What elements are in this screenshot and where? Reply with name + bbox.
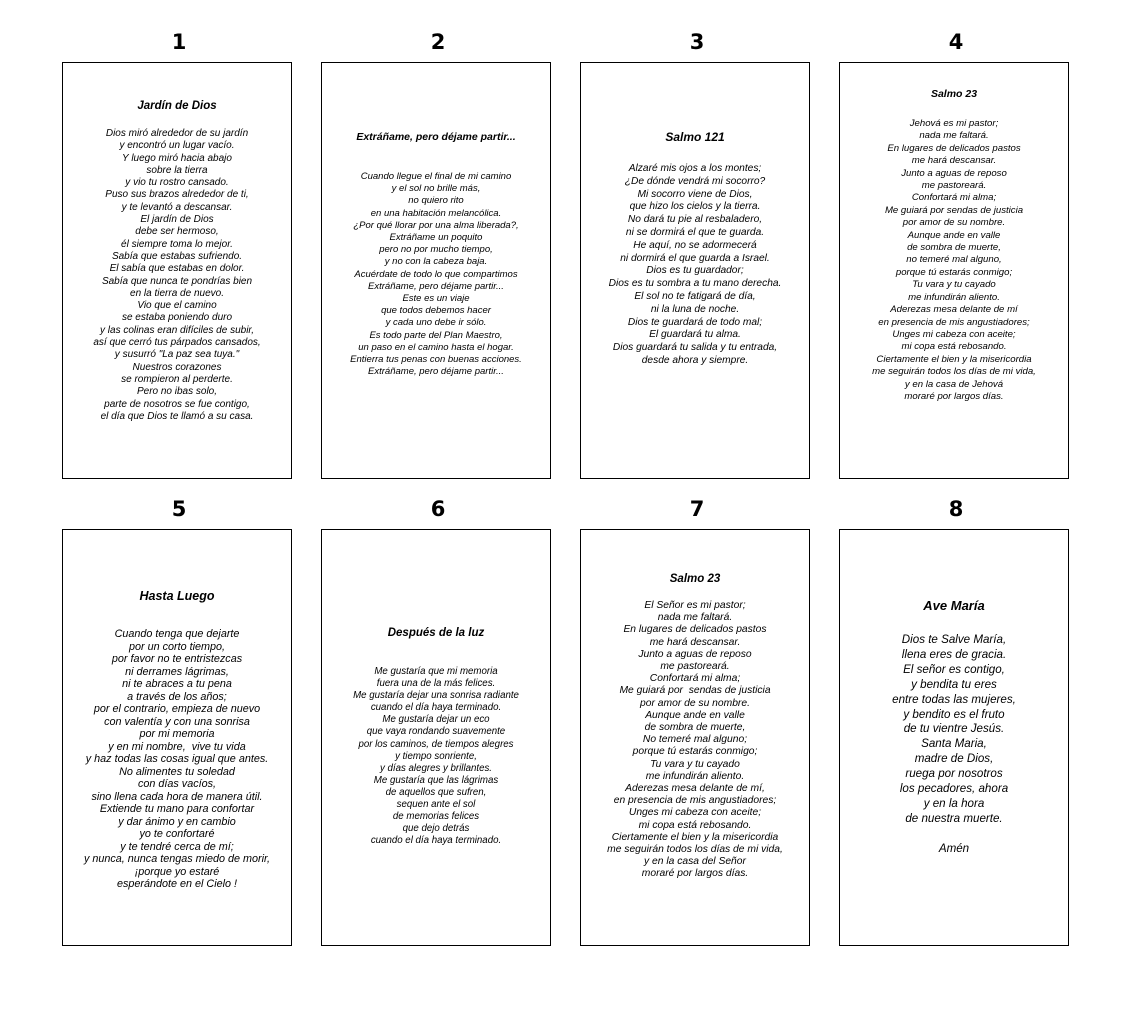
poem-line: me hará descansar. xyxy=(911,155,997,167)
poem-line: y te levantó a descansar. xyxy=(121,201,233,213)
poem-line: moraré por largos días. xyxy=(904,390,1004,402)
poem-line: y el sol no brille más, xyxy=(391,183,481,195)
card-title: Hasta Luego xyxy=(139,589,215,603)
poem-line: ruega por nosotros xyxy=(905,767,1003,781)
card-title: Salmo 23 xyxy=(930,88,978,100)
card-title: Ave María xyxy=(923,598,985,613)
poem-line: Aunque ande en valle xyxy=(907,229,1001,241)
card-number: 8 xyxy=(948,497,964,521)
poem-line: y te tendré cerca de mí; xyxy=(120,840,234,853)
poem-line: No alimentes tu soledad xyxy=(119,765,235,778)
poem-line: llena eres de gracia. xyxy=(901,647,1007,661)
poem-line: de sombra de muerte, xyxy=(907,242,1001,254)
poem-line: y en la casa de Jehová xyxy=(904,378,1004,390)
poem-line: y nunca, nunca tengas miedo de morir, xyxy=(83,853,271,865)
card-title: Salmo 121 xyxy=(665,130,725,144)
poem-line: por mi memoria xyxy=(139,728,215,740)
poem-line: y dar ánimo y en cambio xyxy=(118,815,236,828)
poem-line: de aquellos que sufren, xyxy=(385,786,487,798)
poem-line: en presencia de mis angustiadores; xyxy=(613,795,777,807)
poem-line: Me gustaría dejar una sonrisa radiante xyxy=(353,690,519,702)
poem-line: y en la hora xyxy=(923,796,985,810)
poem-line: de nuestra muerte. xyxy=(905,811,1003,825)
poem-line: nada me faltará. xyxy=(919,130,989,142)
poem-line: ni derrames lágrimas, xyxy=(125,665,229,678)
poem-line: ni se dormirá el que te guarda. xyxy=(625,226,765,238)
poem-line: Ciertamente el bien y la misericordia xyxy=(876,353,1032,365)
poem-line: Junto a aguas de reposo xyxy=(638,648,752,660)
prayer-card-extraname xyxy=(321,62,551,479)
poem-line: ¿De dónde vendrá mi socorro? xyxy=(624,175,766,187)
card-number: 4 xyxy=(948,30,964,54)
card-text xyxy=(585,600,805,881)
poem-line: Tu vara y tu cayado xyxy=(912,279,996,291)
poem-line: de tu vientre Jesús. xyxy=(903,722,1005,736)
poem-line: El jardín de Dios xyxy=(140,214,214,226)
card-text xyxy=(585,163,805,368)
poem-line: Me gustaría que las lágrimas xyxy=(373,774,499,786)
poem-line: sobre la tierra xyxy=(146,164,208,176)
poem-line: que hizo los cielos y la tierra. xyxy=(629,201,761,213)
poem-line: Dios te Salve María, xyxy=(901,633,1007,646)
poem-line: y vio tu rostro cansado. xyxy=(125,177,229,189)
poem-line: pero no por mucho tiempo, xyxy=(379,244,493,256)
prayer-card-hasta-luego xyxy=(62,529,292,946)
poem-line: Sabía que estabas sufriendo. xyxy=(111,250,243,262)
poem-line: mi copa está rebosando. xyxy=(638,819,752,831)
poem-line: me pastoreará. xyxy=(921,180,987,192)
poem-line: me seguirán todos los días de mi vida, xyxy=(607,844,783,856)
poem-line: El señor es contigo, xyxy=(903,662,1005,676)
poem-line: Ciertamente el bien y la misericordia xyxy=(611,831,779,843)
poem-line: que dejo detrás xyxy=(402,823,470,835)
poem-line: me hará descansar. xyxy=(649,636,741,648)
poem-line: Entierra tus penas con buenas acciones. xyxy=(350,354,522,366)
card-number: 6 xyxy=(430,497,446,521)
poem-line: Dios miró alrededor de su jardín xyxy=(105,128,249,139)
poem-line xyxy=(844,827,1064,842)
poem-line: Acuérdate de todo lo que compartimos xyxy=(354,268,518,280)
poem-line: en presencia de mis angustiadores; xyxy=(878,316,1030,328)
card-number: 3 xyxy=(689,30,705,54)
poem-line: no quiero rito xyxy=(408,195,464,207)
poem-line: Me gustaría que mi memoria xyxy=(374,666,498,677)
poem-line: porque tú estarás conmigo; xyxy=(895,266,1013,278)
poem-line: Dios es tu sombra a tu mano derecha. xyxy=(608,278,782,290)
poem-line: de memorias felices xyxy=(392,811,480,823)
poem-line: un paso en el camino hasta el hogar. xyxy=(358,341,514,353)
card-title: Jardín de Dios xyxy=(137,100,217,112)
prayer-card-salmo-23-senor xyxy=(580,529,810,946)
poem-line: por un corto tiempo, xyxy=(128,640,226,653)
poem-line: los pecadores, ahora xyxy=(899,782,1009,796)
poem-line: entre todas las mujeres, xyxy=(892,692,1016,706)
poem-line: Me gustaría dejar un eco xyxy=(382,714,490,726)
poem-line: esperándote en el Cielo ! xyxy=(116,878,238,890)
poem-line: Dios te guardará de todo mal; xyxy=(627,316,763,328)
poem-line: ni te abraces a tu pena xyxy=(122,678,232,690)
poem-line: y haz todas las cosas igual que antes. xyxy=(85,753,269,765)
poem-line: Dios guardará tu salida y tu entrada, xyxy=(612,342,778,354)
poem-line: ni la luna de noche. xyxy=(650,303,740,315)
poem-line: ni dormirá el que guarda a Israel. xyxy=(620,252,770,264)
poem-line: se rompieron al perderte. xyxy=(121,373,233,385)
poem-line: Extráñame, pero déjame partir... xyxy=(368,280,504,292)
poem-line: por el contrario, empieza de nuevo xyxy=(93,703,261,715)
poem-line: Me guiará por sendas de justicia xyxy=(884,204,1024,216)
poem-line: El Señor es mi pastor; xyxy=(644,600,746,611)
poem-line: a través de los años; xyxy=(127,690,227,703)
card-text xyxy=(67,128,287,423)
poem-line: Es todo parte del Plan Maestro, xyxy=(369,329,503,341)
poem-line: no temeré mal alguno, xyxy=(906,254,1002,266)
poem-line: Extráñame un poquito xyxy=(389,232,483,244)
card-text xyxy=(844,118,1064,403)
poem-line: y las colinas eran difíciles de subir, xyxy=(100,324,254,336)
prayer-card-ave-maria xyxy=(839,529,1069,946)
poem-line: sequen ante el sol xyxy=(396,799,476,811)
poem-line: y días alegres y brillantes. xyxy=(380,762,492,774)
poem-line: sino llena cada hora de manera útil. xyxy=(91,790,263,803)
card-title: Después de la luz xyxy=(387,627,485,639)
poem-line: en una habitación melancólica. xyxy=(370,207,502,219)
poem-line: el día que Dios te llamó a su casa. xyxy=(100,410,254,422)
poem-line: Jehová es mi pastor; xyxy=(909,118,999,129)
poem-line: Extiende tu mano para confortar xyxy=(99,803,255,815)
card-text xyxy=(844,633,1064,857)
poem-line: Tu vara y tu cayado xyxy=(650,758,740,770)
prayer-card-despues-de-la-luz xyxy=(321,529,551,946)
poem-line: me seguirán todos los días de mi vida, xyxy=(872,366,1036,378)
poem-line: que vaya rondando suavemente xyxy=(366,726,506,738)
card-number: 5 xyxy=(171,497,187,521)
poem-line: No dará tu pie al resbaladero, xyxy=(627,214,763,226)
poem-line: Sabía que nunca te pondrías bien xyxy=(101,275,253,287)
prayer-card-jardin-de-dios xyxy=(62,62,292,479)
poem-line: Nuestros corazones xyxy=(132,361,222,373)
poem-line: yo te confortaré xyxy=(139,828,215,840)
poem-line: Aderezas mesa delante de mí xyxy=(890,304,1018,316)
poem-line: No temeré mal alguno; xyxy=(642,734,748,746)
poem-line: Confortará mi alma; xyxy=(649,673,741,685)
poem-line: en la tierra de nuevo. xyxy=(130,287,224,299)
poem-line: fuera una de la más felices. xyxy=(376,678,496,690)
poem-line: me infundirán aliento. xyxy=(908,291,1000,303)
poem-line: por amor de su nombre. xyxy=(902,217,1006,229)
poem-line: En lugares de delicados pastos xyxy=(887,142,1021,154)
poem-line: Aunque ande en valle xyxy=(645,709,745,721)
poem-line: Amén xyxy=(938,841,970,855)
poem-line: y bendito es el fruto xyxy=(903,707,1005,721)
poem-line: por los caminos, de tiempos alegres xyxy=(358,738,514,750)
poem-line: El sabía que estabas en dolor. xyxy=(109,263,245,275)
poem-line: nada me faltará. xyxy=(657,612,733,624)
poem-line: Vio que el camino xyxy=(137,300,217,312)
poem-line: Cuando llegue el final de mi camino xyxy=(360,171,512,182)
poem-line: Unges mi cabeza con aceite; xyxy=(628,807,762,819)
poem-line: cuando el día haya terminado. xyxy=(370,702,502,714)
card-title: Extráñame, pero déjame partir... xyxy=(356,131,516,143)
poem-line: Cuando tenga que dejarte xyxy=(114,628,240,640)
poem-line: mi copa está rebosando. xyxy=(901,341,1007,353)
poem-line: Puso sus brazos alrededor de ti, xyxy=(105,189,249,201)
poem-line: y en la casa del Señor xyxy=(644,856,746,868)
poem-line: Mi socorro viene de Dios, xyxy=(637,188,753,200)
poem-line: Pero no ibas solo, xyxy=(136,386,218,398)
poem-line: ¡porque yo estaré xyxy=(134,865,220,878)
poem-line: me pastoreará. xyxy=(660,661,730,673)
card-number: 7 xyxy=(689,497,705,521)
poem-line: Santa Maria, xyxy=(921,737,987,751)
poem-line: En lugares de delicados pastos xyxy=(623,624,767,636)
card-number: 2 xyxy=(430,30,446,54)
poem-line: Confortará mi alma; xyxy=(911,192,997,204)
poem-line: debe ser hermoso, xyxy=(135,226,219,238)
poem-line: moraré por largos días. xyxy=(641,868,749,880)
poem-line: porque tú estarás conmigo; xyxy=(632,746,758,758)
card-title: Salmo 23 xyxy=(669,573,721,585)
poem-line: y susurró "La paz sea tuya." xyxy=(114,349,240,361)
poem-line: Aderezas mesa delante de mí, xyxy=(625,783,765,795)
poem-line: ¿Por qué llorar por una alma liberada?, xyxy=(353,219,519,231)
poem-line: por amor de su nombre. xyxy=(640,697,750,709)
poem-line: y tiempo sonriente, xyxy=(395,750,477,762)
poem-line: cuando el día haya terminado. xyxy=(370,835,502,847)
poem-line: Me guiará por sendas de justicia xyxy=(619,685,771,697)
poem-line: Extráñame, pero déjame partir... xyxy=(368,366,504,378)
poem-line: Junto a aguas de reposo xyxy=(901,167,1007,179)
poem-line: de sombra de muerte, xyxy=(644,722,746,734)
poem-line: Alzaré mis ojos a los montes; xyxy=(628,163,762,174)
poem-line: con valentía y con una sonrisa xyxy=(104,715,250,728)
poem-line: Este es un viaje xyxy=(402,293,470,305)
poem-line: me infundirán aliento. xyxy=(645,770,745,782)
poem-line: El sol no te fatigará de día, xyxy=(634,290,756,302)
poem-line: madre de Dios, xyxy=(914,752,994,766)
poem-line: El guardará tu alma. xyxy=(649,329,741,341)
card-number: 1 xyxy=(171,30,187,54)
poem-line: se estaba poniendo duro xyxy=(121,312,233,324)
prayer-card-salmo-121 xyxy=(580,62,810,479)
poem-line: y encontró un lugar vacío. xyxy=(119,140,235,152)
poem-line: y bendita tu eres xyxy=(911,677,997,691)
poem-line: él siempre toma lo mejor. xyxy=(121,238,233,250)
poem-line: que todos debemos hacer xyxy=(381,305,491,317)
card-text xyxy=(326,666,546,847)
poem-line: por favor no te entristezcas xyxy=(111,653,243,665)
card-text xyxy=(326,171,546,378)
poem-line: así que cerró tus párpados cansados, xyxy=(93,337,261,349)
poem-line: parte de nosotros se fue contigo, xyxy=(104,398,250,410)
poem-line: y cada uno debe ir sólo. xyxy=(385,317,487,329)
card-text xyxy=(67,628,287,891)
poem-line: Y luego miró hacia abajo xyxy=(122,152,232,164)
poem-line: Unges mi cabeza con aceite; xyxy=(892,328,1016,340)
poem-line: He aquí, no se adormecerá xyxy=(633,239,757,251)
poem-line: Dios es tu guardador; xyxy=(646,265,744,277)
prayer-card-salmo-23-jehova xyxy=(839,62,1069,479)
poem-line: desde ahora y siempre. xyxy=(641,354,749,366)
poem-line: y en mi nombre, vive tu vida xyxy=(108,740,246,753)
poem-line: y no con la cabeza baja. xyxy=(384,256,488,268)
poem-line: con días vacíos, xyxy=(137,778,217,790)
